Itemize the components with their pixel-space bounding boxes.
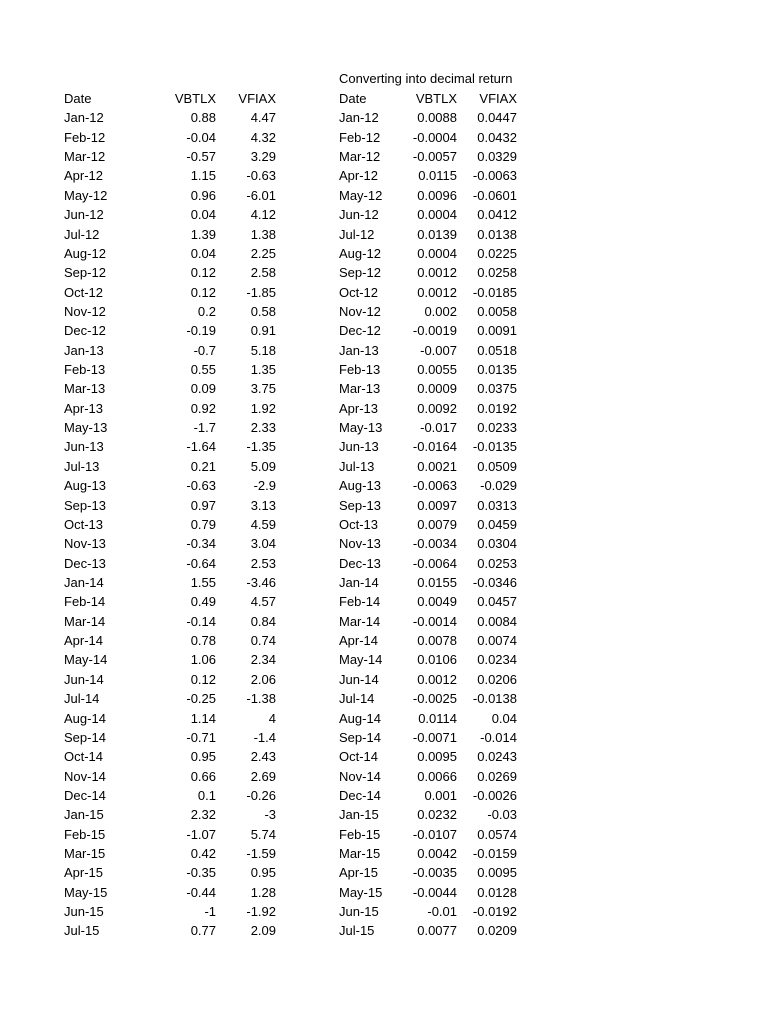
- vbtlx-cell: 1.14: [190, 710, 216, 726]
- vfiax-cell: 2.06: [250, 671, 276, 687]
- date-cell: Mar-13: [64, 381, 106, 397]
- date-cell: May-12: [64, 187, 108, 203]
- vbtlx-cell: -0.0004: [412, 129, 457, 145]
- vfiax-cell: -6.01: [246, 187, 276, 203]
- vbtlx-cell: 0.0079: [417, 516, 457, 532]
- column-header-vbtlx: VBTLX: [174, 91, 216, 106]
- vfiax-cell: 2.09: [250, 923, 276, 939]
- date-cell: Jan-12: [64, 110, 104, 126]
- date-cell: Oct-12: [339, 284, 379, 300]
- date-cell: Jan-15: [339, 807, 379, 823]
- vfiax-cell: 0.84: [250, 613, 276, 629]
- date-cell: Nov-13: [64, 536, 106, 552]
- vbtlx-cell: 0.0021: [417, 458, 457, 474]
- date-cell: May-13: [339, 420, 383, 436]
- vfiax-cell: -1.85: [246, 284, 276, 300]
- date-cell: Oct-14: [339, 749, 379, 765]
- date-cell: Jan-12: [339, 110, 379, 126]
- vfiax-cell: 3.04: [250, 536, 276, 552]
- vbtlx-cell: 0.09: [190, 381, 216, 397]
- date-cell: Jul-15: [339, 923, 375, 939]
- date-cell: Nov-14: [339, 768, 381, 784]
- date-cell: Jan-14: [339, 574, 379, 590]
- date-cell: Mar-14: [339, 613, 381, 629]
- date-cell: Sep-12: [339, 265, 381, 281]
- vbtlx-cell: 0.0077: [417, 923, 457, 939]
- vbtlx-cell: -0.0035: [412, 865, 457, 881]
- vbtlx-cell: 0.0115: [418, 168, 457, 184]
- date-cell: Mar-15: [64, 846, 106, 862]
- vbtlx-cell: 0.0088: [417, 110, 457, 126]
- date-cell: Jul-13: [339, 458, 375, 474]
- vbtlx-cell: -0.0063: [412, 478, 457, 494]
- vfiax-cell: 4.12: [250, 207, 276, 223]
- date-cell: Oct-12: [64, 284, 104, 300]
- vbtlx-cell: -0.0071: [412, 729, 457, 745]
- date-cell: Dec-13: [64, 555, 106, 571]
- vfiax-cell: -0.0192: [472, 904, 517, 920]
- vbtlx-cell: -0.63: [186, 478, 216, 494]
- vbtlx-cell: 0.55: [190, 362, 216, 378]
- vfiax-cell: -1.38: [246, 691, 276, 707]
- date-cell: Feb-12: [64, 129, 106, 145]
- vbtlx-cell: 0.04: [190, 245, 216, 261]
- vbtlx-cell: 0.88: [190, 110, 216, 126]
- date-cell: Apr-14: [339, 633, 379, 649]
- date-cell: Jul-14: [339, 691, 375, 707]
- date-cell: Nov-12: [339, 303, 381, 319]
- date-cell: Jun-14: [64, 671, 104, 687]
- vbtlx-cell: -0.71: [186, 729, 216, 745]
- vbtlx-cell: 0.0042: [417, 846, 457, 862]
- vbtlx-cell: -0.0164: [412, 439, 457, 455]
- vfiax-cell: 4.57: [250, 594, 276, 610]
- vfiax-cell: 2.53: [250, 555, 276, 571]
- date-cell: Jun-13: [64, 439, 104, 455]
- date-cell: Aug-14: [339, 710, 381, 726]
- vfiax-cell: 1.38: [250, 226, 276, 242]
- vfiax-cell: 0.91: [250, 323, 276, 339]
- vbtlx-cell: 0.0096: [417, 187, 457, 203]
- vbtlx-cell: -0.0034: [412, 536, 457, 552]
- date-cell: Mar-13: [339, 381, 381, 397]
- vfiax-cell: 4.32: [250, 129, 276, 145]
- date-cell: Oct-14: [64, 749, 104, 765]
- vbtlx-cell: 0.0066: [417, 768, 457, 784]
- date-cell: Jul-15: [64, 923, 100, 939]
- date-cell: Sep-12: [64, 265, 106, 281]
- vbtlx-cell: 0.2: [197, 303, 216, 319]
- date-cell: Sep-14: [64, 729, 106, 745]
- vfiax-cell: 3.75: [250, 381, 276, 397]
- vfiax-cell: 0.95: [250, 865, 276, 881]
- vfiax-cell: 0.0091: [477, 323, 517, 339]
- vfiax-cell: 2.33: [250, 420, 276, 436]
- vbtlx-cell: 0.0004: [417, 245, 457, 261]
- vbtlx-cell: -0.7: [193, 342, 216, 358]
- vfiax-cell: 0.0269: [477, 768, 517, 784]
- vbtlx-cell: -0.0044: [412, 884, 457, 900]
- date-cell: Apr-15: [339, 865, 379, 881]
- date-cell: Jul-12: [339, 226, 375, 242]
- vfiax-cell: 0.0234: [477, 652, 517, 668]
- vbtlx-cell: -0.0014: [412, 613, 457, 629]
- date-cell: Feb-15: [64, 826, 106, 842]
- vfiax-cell: 0.0518: [477, 342, 517, 358]
- vfiax-cell: -0.63: [246, 168, 276, 184]
- date-cell: May-13: [64, 420, 108, 436]
- date-cell: Jun-12: [339, 207, 379, 223]
- vfiax-cell: 0.04: [491, 710, 517, 726]
- vfiax-cell: 4.59: [250, 516, 276, 532]
- vbtlx-cell: -0.64: [186, 555, 216, 571]
- vbtlx-cell: 0.0009: [417, 381, 457, 397]
- vfiax-cell: 0.0412: [477, 207, 517, 223]
- vfiax-cell: 0.74: [250, 633, 276, 649]
- vbtlx-cell: 0.0012: [417, 265, 457, 281]
- vfiax-cell: 0.0313: [477, 497, 517, 513]
- vfiax-cell: 0.0243: [477, 749, 517, 765]
- date-cell: Jan-15: [64, 807, 104, 823]
- date-cell: Oct-13: [64, 516, 104, 532]
- vbtlx-cell: 0.0004: [417, 207, 457, 223]
- vfiax-cell: 0.0574: [477, 826, 517, 842]
- date-cell: Aug-13: [64, 478, 106, 494]
- vfiax-cell: 0.0258: [477, 265, 517, 281]
- date-cell: Jul-12: [64, 226, 100, 242]
- date-cell: Nov-14: [64, 768, 106, 784]
- column-header-date: Date: [339, 91, 367, 106]
- vbtlx-cell: -0.04: [186, 129, 216, 145]
- vbtlx-cell: -1: [204, 904, 216, 920]
- vfiax-cell: -1.35: [246, 439, 276, 455]
- date-cell: Apr-12: [339, 168, 379, 184]
- vbtlx-cell: -1.7: [193, 420, 216, 436]
- date-cell: Feb-12: [339, 129, 381, 145]
- date-cell: Jan-14: [64, 574, 104, 590]
- vfiax-cell: 2.34: [250, 652, 276, 668]
- vfiax-cell: 0.0509: [477, 458, 517, 474]
- vfiax-cell: -0.0138: [472, 691, 517, 707]
- date-cell: Feb-14: [339, 594, 381, 610]
- vfiax-cell: 0.0225: [477, 245, 517, 261]
- vfiax-cell: -1.59: [246, 846, 276, 862]
- date-cell: Mar-15: [339, 846, 381, 862]
- vbtlx-cell: 0.21: [190, 458, 216, 474]
- vbtlx-cell: 0.0114: [418, 710, 457, 726]
- vfiax-cell: 0.0138: [477, 226, 517, 242]
- date-cell: Aug-13: [339, 478, 381, 494]
- vfiax-cell: 3.29: [250, 149, 276, 165]
- vbtlx-cell: 0.0097: [417, 497, 457, 513]
- date-cell: May-12: [339, 187, 383, 203]
- vfiax-cell: 0.0304: [477, 536, 517, 552]
- date-cell: Jun-15: [64, 904, 104, 920]
- vfiax-cell: -0.0026: [472, 787, 517, 803]
- date-cell: Jun-14: [339, 671, 379, 687]
- vbtlx-cell: 1.15: [190, 168, 216, 184]
- vbtlx-cell: 0.0078: [417, 633, 457, 649]
- date-cell: Apr-12: [64, 168, 104, 184]
- vfiax-cell: 0.0095: [477, 865, 517, 881]
- vbtlx-cell: 0.0049: [417, 594, 457, 610]
- vfiax-cell: 0.0084: [477, 613, 517, 629]
- date-cell: Dec-12: [339, 323, 381, 339]
- vfiax-cell: -0.029: [480, 478, 517, 494]
- vfiax-cell: 0.58: [250, 303, 276, 319]
- vfiax-cell: 2.25: [250, 245, 276, 261]
- vbtlx-cell: -1.64: [186, 439, 216, 455]
- vbtlx-cell: 0.04: [190, 207, 216, 223]
- vfiax-cell: -0.0601: [472, 187, 517, 203]
- date-cell: Jun-13: [339, 439, 379, 455]
- vfiax-cell: 0.0253: [477, 555, 517, 571]
- date-cell: Nov-13: [339, 536, 381, 552]
- vfiax-cell: 5.09: [250, 458, 276, 474]
- date-cell: Feb-14: [64, 594, 106, 610]
- vbtlx-cell: 0.0106: [417, 652, 457, 668]
- date-cell: May-14: [339, 652, 383, 668]
- vfiax-cell: 0.0209: [477, 923, 517, 939]
- vbtlx-cell: 0.0012: [417, 671, 457, 687]
- date-cell: Aug-12: [339, 245, 381, 261]
- date-cell: Jan-13: [339, 342, 379, 358]
- vfiax-cell: 1.92: [250, 400, 276, 416]
- date-cell: May-14: [64, 652, 108, 668]
- vfiax-cell: -1.4: [253, 729, 276, 745]
- date-cell: Feb-13: [339, 362, 381, 378]
- vfiax-cell: -0.0063: [472, 168, 517, 184]
- vbtlx-cell: 0.79: [190, 516, 216, 532]
- vbtlx-cell: 0.002: [424, 303, 457, 319]
- date-cell: Apr-13: [339, 400, 379, 416]
- vfiax-cell: -3.46: [246, 574, 276, 590]
- date-cell: Jul-13: [64, 458, 100, 474]
- date-cell: Dec-14: [64, 787, 106, 803]
- vfiax-cell: 0.0375: [477, 381, 517, 397]
- date-cell: Feb-15: [339, 826, 381, 842]
- vbtlx-cell: 1.55: [190, 574, 216, 590]
- vbtlx-cell: 0.96: [190, 187, 216, 203]
- vbtlx-cell: -0.01: [427, 904, 457, 920]
- date-cell: Nov-12: [64, 303, 106, 319]
- vfiax-cell: -0.0185: [472, 284, 517, 300]
- vbtlx-cell: 1.06: [190, 652, 216, 668]
- vfiax-cell: -0.26: [246, 787, 276, 803]
- vbtlx-cell: -0.0057: [412, 149, 457, 165]
- date-cell: May-15: [64, 884, 108, 900]
- date-cell: Aug-14: [64, 710, 106, 726]
- date-cell: Jun-12: [64, 207, 104, 223]
- date-cell: Dec-12: [64, 323, 106, 339]
- date-cell: Jun-15: [339, 904, 379, 920]
- vfiax-cell: 4.47: [250, 110, 276, 126]
- vbtlx-cell: -0.34: [186, 536, 216, 552]
- vbtlx-cell: 0.12: [190, 671, 216, 687]
- vfiax-cell: -0.0346: [472, 574, 517, 590]
- date-cell: Jul-14: [64, 691, 100, 707]
- vbtlx-cell: 0.0139: [417, 226, 457, 242]
- date-cell: Aug-12: [64, 245, 106, 261]
- vbtlx-cell: 0.97: [190, 497, 216, 513]
- section-title: Converting into decimal return: [339, 71, 513, 86]
- vbtlx-cell: -0.35: [186, 865, 216, 881]
- vbtlx-cell: 0.92: [190, 400, 216, 416]
- vbtlx-cell: 0.78: [190, 633, 216, 649]
- vfiax-cell: 0.0329: [477, 149, 517, 165]
- vbtlx-cell: -0.0064: [412, 555, 457, 571]
- vbtlx-cell: 0.77: [190, 923, 216, 939]
- vfiax-cell: 2.69: [250, 768, 276, 784]
- vbtlx-cell: 0.0095: [417, 749, 457, 765]
- column-header-vbtlx: VBTLX: [415, 91, 457, 106]
- vfiax-cell: 0.0459: [477, 516, 517, 532]
- vbtlx-cell: -1.07: [186, 826, 216, 842]
- vbtlx-cell: 0.0092: [417, 400, 457, 416]
- vbtlx-cell: 1.39: [190, 226, 216, 242]
- vfiax-cell: -0.03: [487, 807, 517, 823]
- vbtlx-cell: 0.001: [424, 787, 457, 803]
- column-header-date: Date: [64, 91, 92, 106]
- vbtlx-cell: -0.19: [186, 323, 216, 339]
- column-header-vfiax: VFIAX: [238, 91, 276, 106]
- vfiax-cell: -0.0159: [472, 846, 517, 862]
- vbtlx-cell: 0.95: [190, 749, 216, 765]
- vfiax-cell: 5.74: [250, 826, 276, 842]
- vfiax-cell: 3.13: [250, 497, 276, 513]
- vfiax-cell: 4: [268, 710, 276, 726]
- vbtlx-cell: -0.57: [186, 149, 216, 165]
- vbtlx-cell: -0.0025: [412, 691, 457, 707]
- vbtlx-cell: 0.12: [190, 265, 216, 281]
- date-cell: Apr-15: [64, 865, 104, 881]
- date-cell: Sep-13: [339, 497, 381, 513]
- vfiax-cell: -2.9: [253, 478, 276, 494]
- vfiax-cell: 0.0128: [477, 884, 517, 900]
- date-cell: Dec-14: [339, 787, 381, 803]
- date-cell: Feb-13: [64, 362, 106, 378]
- vfiax-cell: 0.0074: [477, 633, 517, 649]
- vfiax-cell: 1.35: [250, 362, 276, 378]
- vbtlx-cell: 0.49: [190, 594, 216, 610]
- vfiax-cell: 0.0432: [477, 129, 517, 145]
- vbtlx-cell: -0.14: [186, 613, 216, 629]
- vfiax-cell: 0.0206: [477, 671, 517, 687]
- vfiax-cell: 0.0457: [477, 594, 517, 610]
- date-cell: Sep-14: [339, 729, 381, 745]
- date-cell: Dec-13: [339, 555, 381, 571]
- date-cell: Sep-13: [64, 497, 106, 513]
- date-cell: Mar-14: [64, 613, 106, 629]
- date-cell: Mar-12: [339, 149, 381, 165]
- vbtlx-cell: -0.0019: [412, 323, 457, 339]
- vbtlx-cell: -0.017: [420, 420, 457, 436]
- date-cell: Apr-14: [64, 633, 104, 649]
- vfiax-cell: -0.0135: [472, 439, 517, 455]
- date-cell: Mar-12: [64, 149, 106, 165]
- vfiax-cell: 0.0135: [477, 362, 517, 378]
- vfiax-cell: -1.92: [246, 904, 276, 920]
- column-header-vfiax: VFIAX: [479, 91, 517, 106]
- date-cell: Oct-13: [339, 516, 379, 532]
- vfiax-cell: 0.0058: [477, 303, 517, 319]
- vbtlx-cell: 0.1: [197, 787, 216, 803]
- vbtlx-cell: 0.0055: [417, 362, 457, 378]
- date-cell: Jan-13: [64, 342, 104, 358]
- date-cell: Apr-13: [64, 400, 104, 416]
- vbtlx-cell: 0.42: [190, 846, 216, 862]
- vfiax-cell: 2.58: [250, 265, 276, 281]
- vbtlx-cell: -0.0107: [412, 826, 457, 842]
- vfiax-cell: 0.0447: [477, 110, 517, 126]
- vfiax-cell: 0.0233: [477, 420, 517, 436]
- vfiax-cell: 5.18: [250, 342, 276, 358]
- vfiax-cell: -0.014: [480, 729, 517, 745]
- vbtlx-cell: 0.0232: [417, 807, 457, 823]
- vbtlx-cell: 0.66: [190, 768, 216, 784]
- vbtlx-cell: 0.0155: [417, 574, 457, 590]
- vfiax-cell: -3: [264, 807, 276, 823]
- vfiax-cell: 0.0192: [477, 400, 517, 416]
- date-cell: May-15: [339, 884, 383, 900]
- vbtlx-cell: 0.0012: [417, 284, 457, 300]
- vfiax-cell: 1.28: [250, 884, 276, 900]
- vbtlx-cell: -0.25: [186, 691, 216, 707]
- vbtlx-cell: 0.12: [190, 284, 216, 300]
- vbtlx-cell: -0.007: [420, 342, 457, 358]
- vfiax-cell: 2.43: [250, 749, 276, 765]
- vbtlx-cell: -0.44: [186, 884, 216, 900]
- vbtlx-cell: 2.32: [190, 807, 216, 823]
